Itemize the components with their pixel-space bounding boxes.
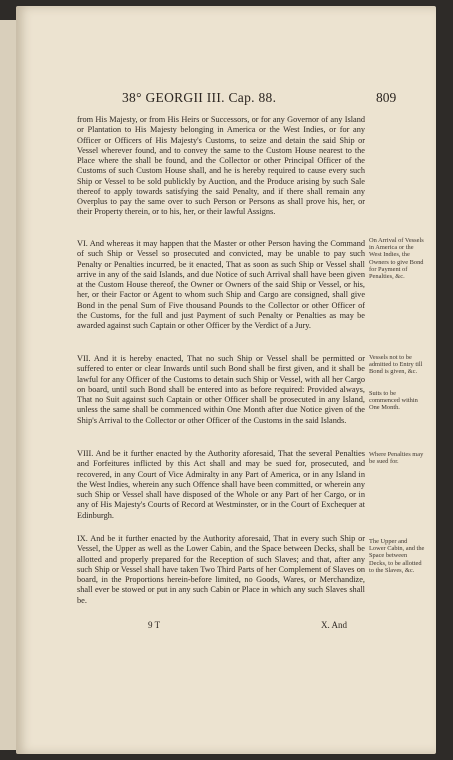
paragraph-text: VII. And it is hereby enacted, That no such Ship or Vessel shall be permitted or suffered to enter or clear Inwards until such Bond shall be first given, and it shall be lawful for any Officer of the Customs to detain such Ship or Vessel, with all her Cargo on board, until such Bond shall be entered into as before required: Provided always, That no Suit against such Captain or other Officer shall be prosecuted in any Island, unless the same shall be commenced within One Month after due Notice given of the Ship's Arrival to the Collector or other Officer of the Customs in the said Islands. bbox=[77, 354, 365, 425]
page-footer bbox=[16, 620, 436, 632]
paragraph-continuation bbox=[77, 115, 365, 218]
header-title: 38° GEORGII III. Cap. 88. bbox=[122, 90, 277, 105]
paragraph-text: VIII. And be it further enacted by the Authority aforesaid, That the several Penalties and Forfeitures inflicted by this Act shall and may be sued for, prosecuted, and recovered, in any Court of Vice Admiralty in any Part of America, or in any Island in the West Indies, wherein any such Offence shall have been committed, or wherein any such Ship or Vessel shall have disposed of the Whole or any Part of her Cargo, or in any of His Majesty's Courts of Record at Westminster, or in the Court of Exchequer at Edinburgh. bbox=[77, 449, 365, 520]
running-header bbox=[16, 90, 436, 108]
paragraph-text: from His Majesty, or from His Heirs or Successors, or for any Governor of any Island or Plantation to His Majesty belonging in America or the West Indies, or for any Officer or Officers of His Majesty's Customs, to seize and detain the said Ship or Vessel wherever found, and to convey the same to the Custom House nearest to the Place where the shall be found, and the Collector or other Principal Officer of the Customs of such Custom House shall, and he is hereby required to cause every such Ship or Vessel to be sold publickly by Auction, and the Produce arising by such Sale thereof to apply towards satisfying the said Penalty, and if there shall remain any Overplus to pay the same over to such Person or Persons as shall prove his, her, or their Property therein, or to his, her, or their lawful Assigns. bbox=[77, 115, 365, 217]
previous-page-edge bbox=[0, 20, 16, 750]
page-number: 809 bbox=[376, 90, 397, 105]
section-vii bbox=[77, 354, 365, 426]
section-ix bbox=[77, 534, 365, 606]
paragraph-text: VI. And whereas it may happen that the Master or other Person having the Command of such Ship or Vessel so prosecuted and convicted, may be unable to pay such Penalty or Penalties incurred, be it enacted, That as soon as such Ship or Vessel shall arrive in any of the said Islands, and due Notice of such Arrival shall have been given at the Custom House thereof, the Owner or Owners of the said Ship or Vessel, or his, her, or their Factor or Agent to whom such Ship and Cargo are consigned, shall give Bond in the penal Sum of Five thousand Pounds to the Collector or other Officer of the Customs, for the full and just Payment of such Penalty or Penalties as may be awarded against such Captain or other Officer by the Verdict of a Jury. bbox=[77, 239, 365, 330]
margin-note-suits: Suits to be commenced within One Month. bbox=[369, 390, 418, 412]
book-page bbox=[16, 6, 436, 754]
catchword: X. And bbox=[321, 620, 348, 630]
margin-note-bond: On Arrival of Vessels in America or the West Indies, the Owners to give Bond for Payment of Penalties, &c. bbox=[369, 237, 424, 281]
margin-note-entry: Vessels not to be admitted to Entry till Bond is given, &c. bbox=[369, 354, 423, 376]
signature-mark: 9 T bbox=[148, 620, 161, 630]
margin-note-cabin: The Upper and Lower Cabin, and the Space between Decks, to be allotted to the Slaves, &c. bbox=[369, 538, 425, 574]
paragraph-text: IX. And be it further enacted by the Authority aforesaid, That in every such Ship or Vessel, the Upper as well as the Lower Cabin, and the Space between Decks, shall be allotted and properly prepared for the Reception of such Slaves; and that, after any such Ship or Vessel shall have taken Two Third Parts of her Complement of Slaves on board, in the Proportions herein-before limited, no Goods, Wares, or Merchandize, shall ever be stowed or put in any such Cabin or Place in which any such Slaves shall be. bbox=[77, 534, 365, 605]
section-viii bbox=[77, 449, 365, 521]
section-vi bbox=[77, 239, 365, 331]
margin-note-penalties: Where Penalties may be sued for. bbox=[369, 451, 424, 466]
